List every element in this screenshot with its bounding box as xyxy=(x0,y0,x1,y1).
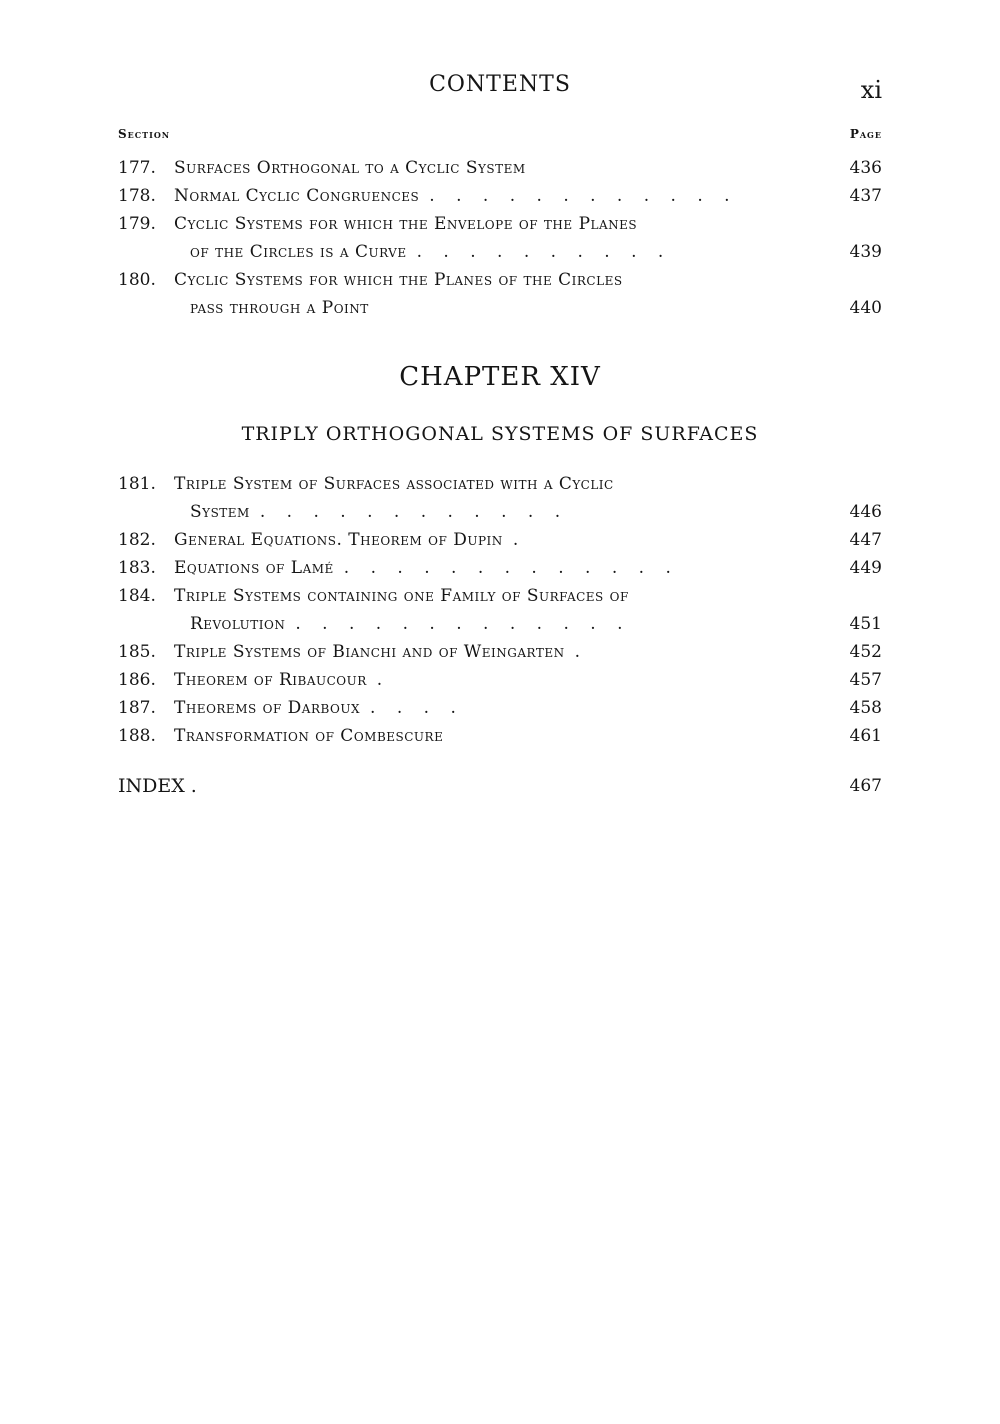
toc-section-number: 185. xyxy=(118,642,156,662)
toc-row[interactable] xyxy=(118,694,882,722)
toc-page-number: 437 xyxy=(849,186,882,206)
toc-section-title: General Equations. Theorem of Dupin xyxy=(174,530,503,550)
toc-section-title-wrap xyxy=(174,582,822,610)
toc-section-title-wrap xyxy=(174,526,822,554)
index-entry[interactable] xyxy=(118,772,882,800)
toc-section-number: 177. xyxy=(118,158,156,178)
toc-section-title: Normal Cyclic Congruences xyxy=(174,186,420,206)
toc-section-title: Cyclic Systems for which the Envelope of the Planes xyxy=(174,214,638,234)
section-column-header: Section xyxy=(118,127,171,141)
toc-row[interactable] xyxy=(118,154,882,182)
toc-section-number: 181. xyxy=(118,474,156,494)
toc-section-title-wrap xyxy=(174,470,822,498)
toc-section-title-wrap xyxy=(190,238,822,266)
toc-section-title-wrap xyxy=(174,638,822,666)
toc-row[interactable] xyxy=(118,294,882,322)
toc-section-number: 178. xyxy=(118,186,156,206)
toc-row[interactable] xyxy=(118,610,882,638)
toc-section-number: 183. xyxy=(118,558,156,578)
toc-section-number: 182. xyxy=(118,530,156,550)
toc-page-number: 447 xyxy=(849,530,882,550)
page-number: xi xyxy=(860,76,882,104)
toc-section-number: 179. xyxy=(118,214,156,234)
toc-row[interactable] xyxy=(118,498,882,526)
toc-section-title-wrap xyxy=(174,154,822,182)
toc-page-number: 452 xyxy=(849,642,882,662)
toc-row[interactable] xyxy=(118,638,882,666)
toc-row[interactable] xyxy=(118,526,882,554)
toc-dot-leader: . . . . . . . . . . xyxy=(416,242,672,262)
toc-section-title: Surfaces Orthogonal to a Cyclic System xyxy=(174,158,526,178)
toc-row[interactable] xyxy=(118,666,882,694)
toc-row[interactable] xyxy=(118,554,882,582)
toc-section-title: Triple Systems containing one Family of Surfaces of xyxy=(174,586,629,606)
toc-section-title: Triple System of Surfaces associated with a Cyclic xyxy=(174,474,614,494)
index-label: INDEX . xyxy=(118,775,197,797)
toc-page-number: 436 xyxy=(849,158,882,178)
chapter-heading: CHAPTER XIV xyxy=(399,362,601,392)
toc-row[interactable] xyxy=(118,238,882,266)
toc-section-number: 186. xyxy=(118,670,156,690)
toc-section-title-wrap xyxy=(174,694,822,722)
chapter-subtitle: TRIPLY ORTHOGONAL SYSTEMS OF SURFACES xyxy=(241,423,759,445)
running-head: CONTENTS xyxy=(429,72,571,97)
toc-section-title-wrap xyxy=(174,266,822,294)
toc-page-number: 449 xyxy=(849,558,882,578)
toc-section-title-wrap xyxy=(174,554,822,582)
toc-section-title: Theorems of Darboux xyxy=(174,698,361,718)
toc-page-number: 446 xyxy=(849,502,882,522)
toc-section-title: Cyclic Systems for which the Planes of the Circles xyxy=(174,270,623,290)
toc-page-number: 457 xyxy=(849,670,882,690)
toc-section-number: 184. xyxy=(118,586,156,606)
toc-dot-leader: . . . . . . . . . . . . xyxy=(429,186,738,206)
toc-dot-leader: . xyxy=(574,642,589,662)
index-page: 467 xyxy=(849,776,882,796)
toc-dot-leader: . xyxy=(512,530,527,550)
toc-section-title-wrap xyxy=(174,182,822,210)
toc-row[interactable] xyxy=(118,470,882,498)
toc-section-title-wrap xyxy=(190,498,822,526)
toc-section-title-wrap xyxy=(174,722,822,750)
toc-section-title: pass through a Point xyxy=(190,298,369,318)
toc-section-title: Triple Systems of Bianchi and of Weingarten xyxy=(174,642,565,662)
toc-row[interactable] xyxy=(118,582,882,610)
toc-row[interactable] xyxy=(118,182,882,210)
toc-section-title-wrap xyxy=(174,210,822,238)
toc-page-number: 440 xyxy=(849,298,882,318)
toc-page-number: 439 xyxy=(849,242,882,262)
toc-row[interactable] xyxy=(118,266,882,294)
toc-section-title: Revolution xyxy=(190,614,286,634)
toc-page-number: 461 xyxy=(849,726,882,746)
toc-page-number: 458 xyxy=(849,698,882,718)
toc-section-number: 188. xyxy=(118,726,156,746)
toc-section-title-wrap xyxy=(174,666,822,694)
toc-section-title: Transformation of Combescure xyxy=(174,726,444,746)
toc-dot-leader: . . . . . . . . . . . . . xyxy=(295,614,631,634)
toc-page-number: 451 xyxy=(849,614,882,634)
toc-row[interactable] xyxy=(118,210,882,238)
toc-dot-leader: . xyxy=(376,670,391,690)
toc-section-number: 187. xyxy=(118,698,156,718)
toc-section-title: Theorem of Ribaucour xyxy=(174,670,367,690)
toc-dot-leader: . . . . . . . . . . . . xyxy=(259,502,569,522)
toc-row[interactable] xyxy=(118,722,882,750)
toc-section-title-wrap xyxy=(190,610,822,638)
toc-section-title-wrap xyxy=(190,294,822,322)
toc-dot-leader: . . . . xyxy=(370,698,464,718)
toc-section-title: System xyxy=(190,502,250,522)
page-column-header: Page xyxy=(849,127,882,141)
toc-section-title: of the Circles is a Curve xyxy=(190,242,407,262)
toc-section-number: 180. xyxy=(118,270,156,290)
toc-dot-leader: . . . . . . . . . . . . . xyxy=(343,558,679,578)
toc-section-title: Equations of Lamé xyxy=(174,558,334,578)
